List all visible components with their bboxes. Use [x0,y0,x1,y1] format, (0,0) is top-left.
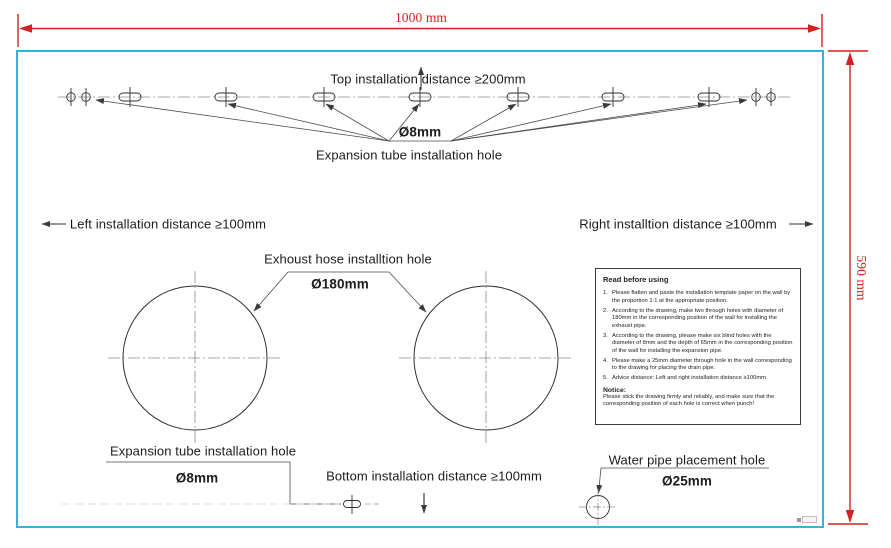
height-dimension-label: 590 mm [854,255,869,301]
exhaust-holes [108,271,573,445]
top-hole-diameter-label: Ø8mm [398,124,442,140]
bottom-hole-name-label: Expansion tube installation hole [109,443,297,459]
watermark-mark [797,516,817,523]
instruction-item: 4. Please make a 25mm diameter through hole in the wall corresponding to the drawing for placing the drain pipe. [603,357,792,372]
instruction-item: 5. Advice distance: Left and right installation distance ≥100mm. [603,375,768,382]
bottom-hole-diameter-label: Ø8mm [175,470,219,486]
water-hole-crosshair [579,489,617,525]
instructions-box [595,268,801,425]
top-hole-name-label: Expansion tube installation hole [315,147,503,163]
exhaust-hole-diameter-label: Ø180mm [311,276,369,292]
instructions-title: Read before using [603,275,669,284]
water-hole-diameter-label: Ø25mm [661,473,713,489]
watermark-square [797,518,801,522]
left-distance-label: Left installation distance ≥100mm [69,216,267,232]
bottom-distance-label: Bottom installation distance ≥100mm [326,468,542,484]
watermark-box [802,516,817,523]
instruction-item: 2. According to the drawing, make two through holes with diameter of 180mm in the corresponding position of the wall for installing the exhaust pipe. [603,307,784,329]
water-hole-name-label: Water pipe placement hole [608,452,766,468]
exhaust-hole-name-label: Exhoust hose installtion hole [264,251,432,267]
exhaust-hole-crosshairs [108,271,573,445]
notice-title: Notice: [603,386,627,394]
instruction-item: 1. Please flatten and paste the installation template paper on the wall by the proportion 1:1 at the appropriate position. [603,290,791,304]
instruction-item: 3. According to the drawing, please make six blind holes with the diameter of 8mm and the depth of 65mm in the corresponding position of the wall for installing the expansion pipe. [603,332,793,354]
width-dimension-label: 1000 mm [394,10,448,25]
top-distance-label: Top installation distance ≥200mm [330,71,526,87]
notice-text: Please stick the drawing firmly and reliably, and make sure that the corresponding position of each hole is correct when punch! [603,393,775,408]
right-distance-label: Right installtion distance ≥100mm [579,216,777,232]
